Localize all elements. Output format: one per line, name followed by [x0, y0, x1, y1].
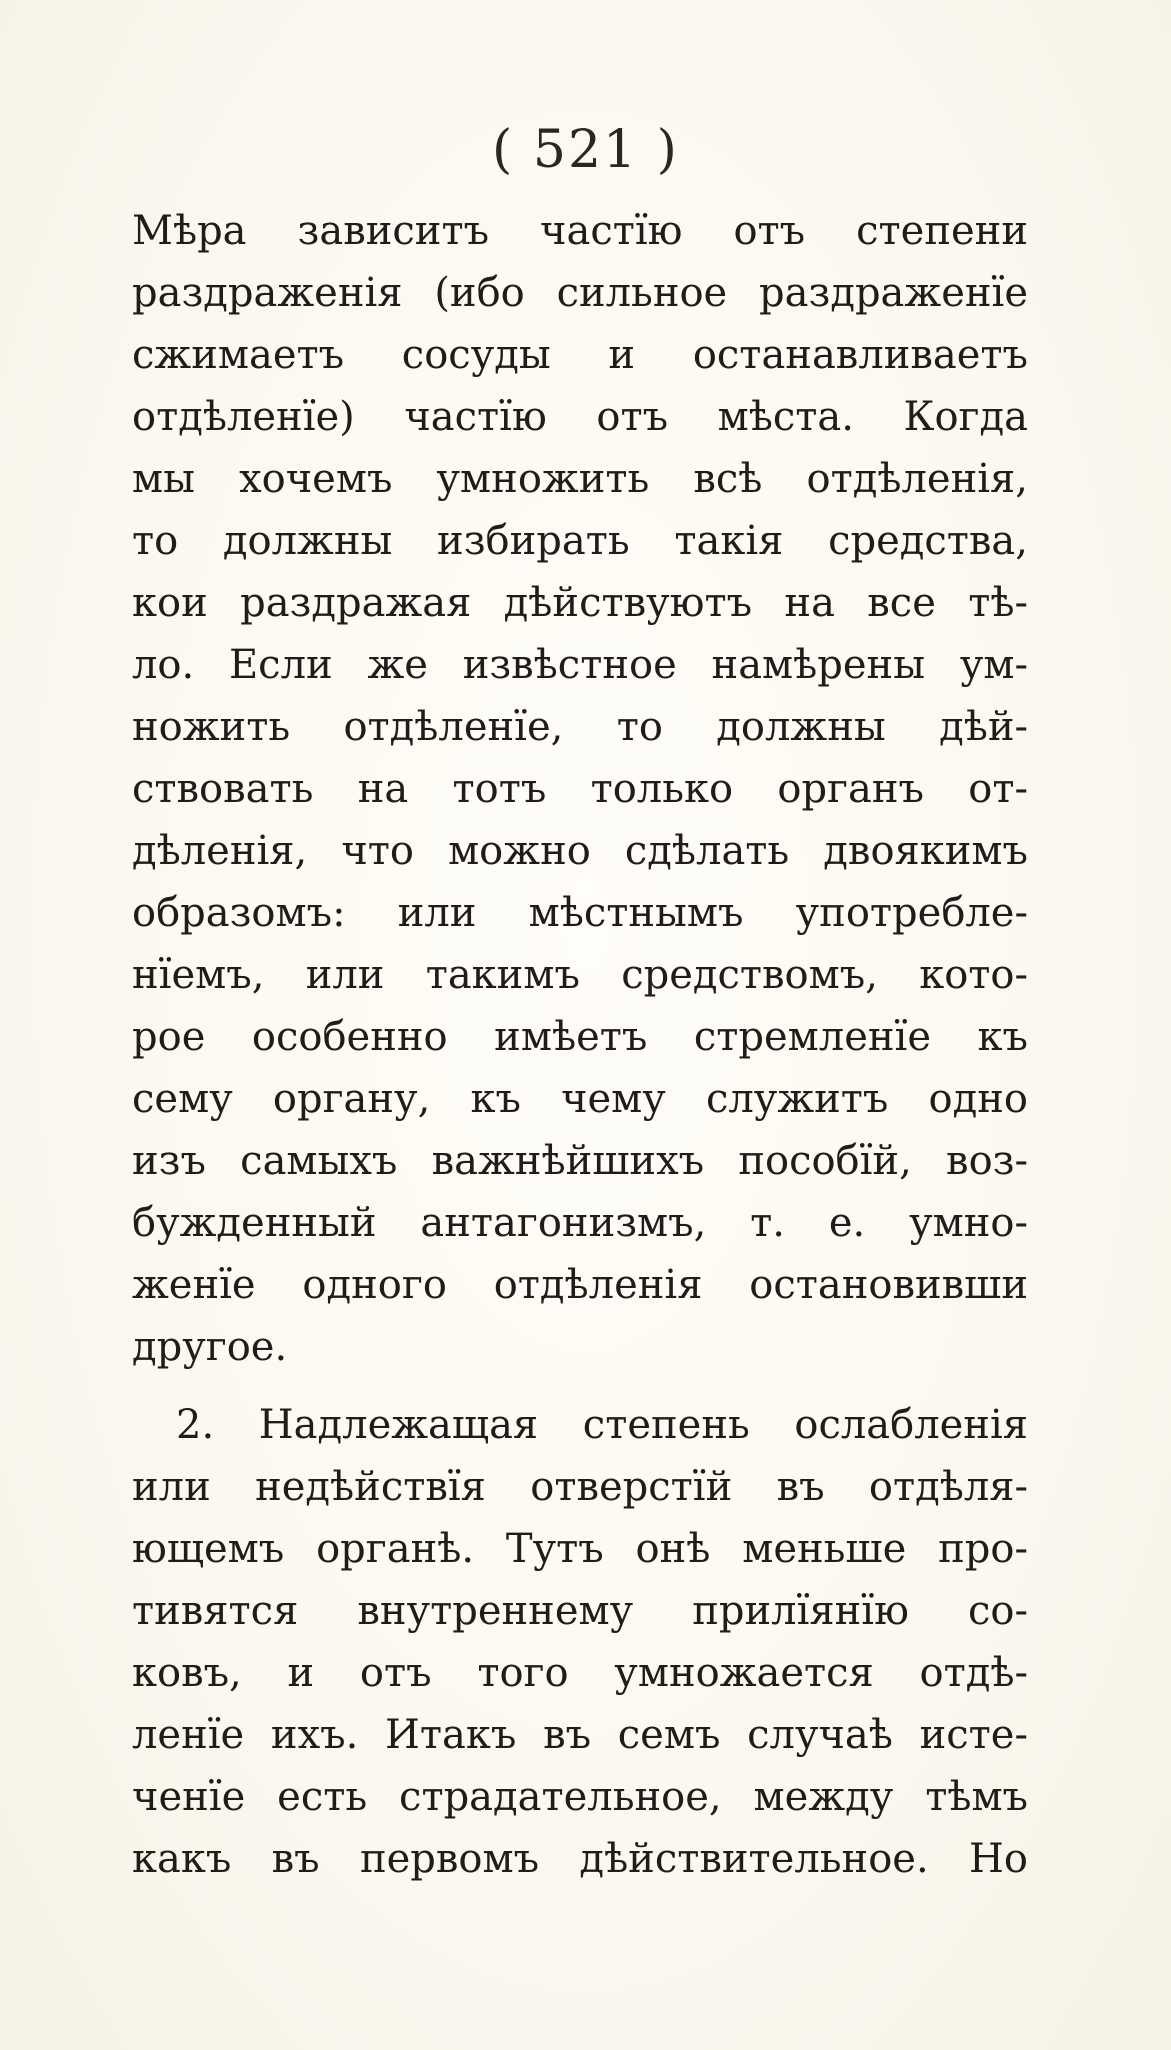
- text-line: ковъ, и отъ того умножается отдѣ-: [132, 1650, 1028, 1696]
- text-line: изъ самыхъ важнѣйшихъ пособїй, воз-: [132, 1138, 1028, 1184]
- text-line: дѣленія, что можно сдѣлать двоякимъ: [132, 828, 1028, 874]
- text-line: тивятся внутреннему прилїянїю со-: [132, 1588, 1028, 1634]
- page-number: ( 521 ): [492, 120, 679, 180]
- text-line: или недѣйствїя отверстїй въ отдѣля-: [132, 1464, 1028, 1510]
- text-line: женїе одного отдѣленія остановивши: [132, 1262, 1028, 1308]
- text-line: то должны избирать такія средства,: [132, 518, 1028, 564]
- text-line: раздраженія (ибо сильное раздраженїе: [132, 270, 1028, 316]
- paragraph-2: [132, 1394, 1028, 1890]
- text-line: ленїе ихъ. Итакъ въ семъ случаѣ исте-: [132, 1712, 1028, 1758]
- paragraph-1: [132, 200, 1028, 1378]
- text-line: ножить отдѣленїе, то должны дѣй-: [132, 704, 1028, 750]
- body-text: [132, 200, 1028, 1890]
- text-line: другое.: [132, 1324, 288, 1370]
- text-line: ющемъ органѣ. Тутъ онѣ меньше про-: [132, 1526, 1028, 1572]
- text-line: отдѣленїе) частїю отъ мѣста. Когда: [132, 394, 1028, 440]
- text-line: сему органу, къ чему служитъ одно: [132, 1076, 1028, 1122]
- text-line: ствовать на тотъ только органъ от-: [132, 766, 1028, 812]
- text-line: образомъ: или мѣстнымъ употребле-: [132, 890, 1028, 936]
- text-line: рое особенно имѣетъ стремленїе къ: [132, 1014, 1028, 1060]
- text-line: 2. Надлежащая степень ослабленія: [176, 1402, 1028, 1448]
- text-line: мы хочемъ умножить всѣ отдѣленія,: [132, 456, 1028, 502]
- text-line: Мѣра зависитъ частїю отъ степени: [132, 208, 1028, 254]
- text-line: бужденный антагонизмъ, т. е. умно-: [132, 1200, 1028, 1246]
- text-line: ченїе есть страдательное, между тѣмъ: [132, 1774, 1028, 1820]
- text-line: сжимаетъ сосуды и останавливаетъ: [132, 332, 1028, 378]
- text-line: ло. Если же извѣстное намѣрены ум-: [132, 642, 1028, 688]
- text-line: кои раздражая дѣйствуютъ на все тѣ-: [132, 580, 1028, 626]
- text-line: нїемъ, или такимъ средствомъ, кото-: [132, 952, 1028, 998]
- text-line: какъ въ первомъ дѣйствительное. Но: [132, 1836, 1028, 1882]
- paragraph-gap: [132, 1378, 1028, 1394]
